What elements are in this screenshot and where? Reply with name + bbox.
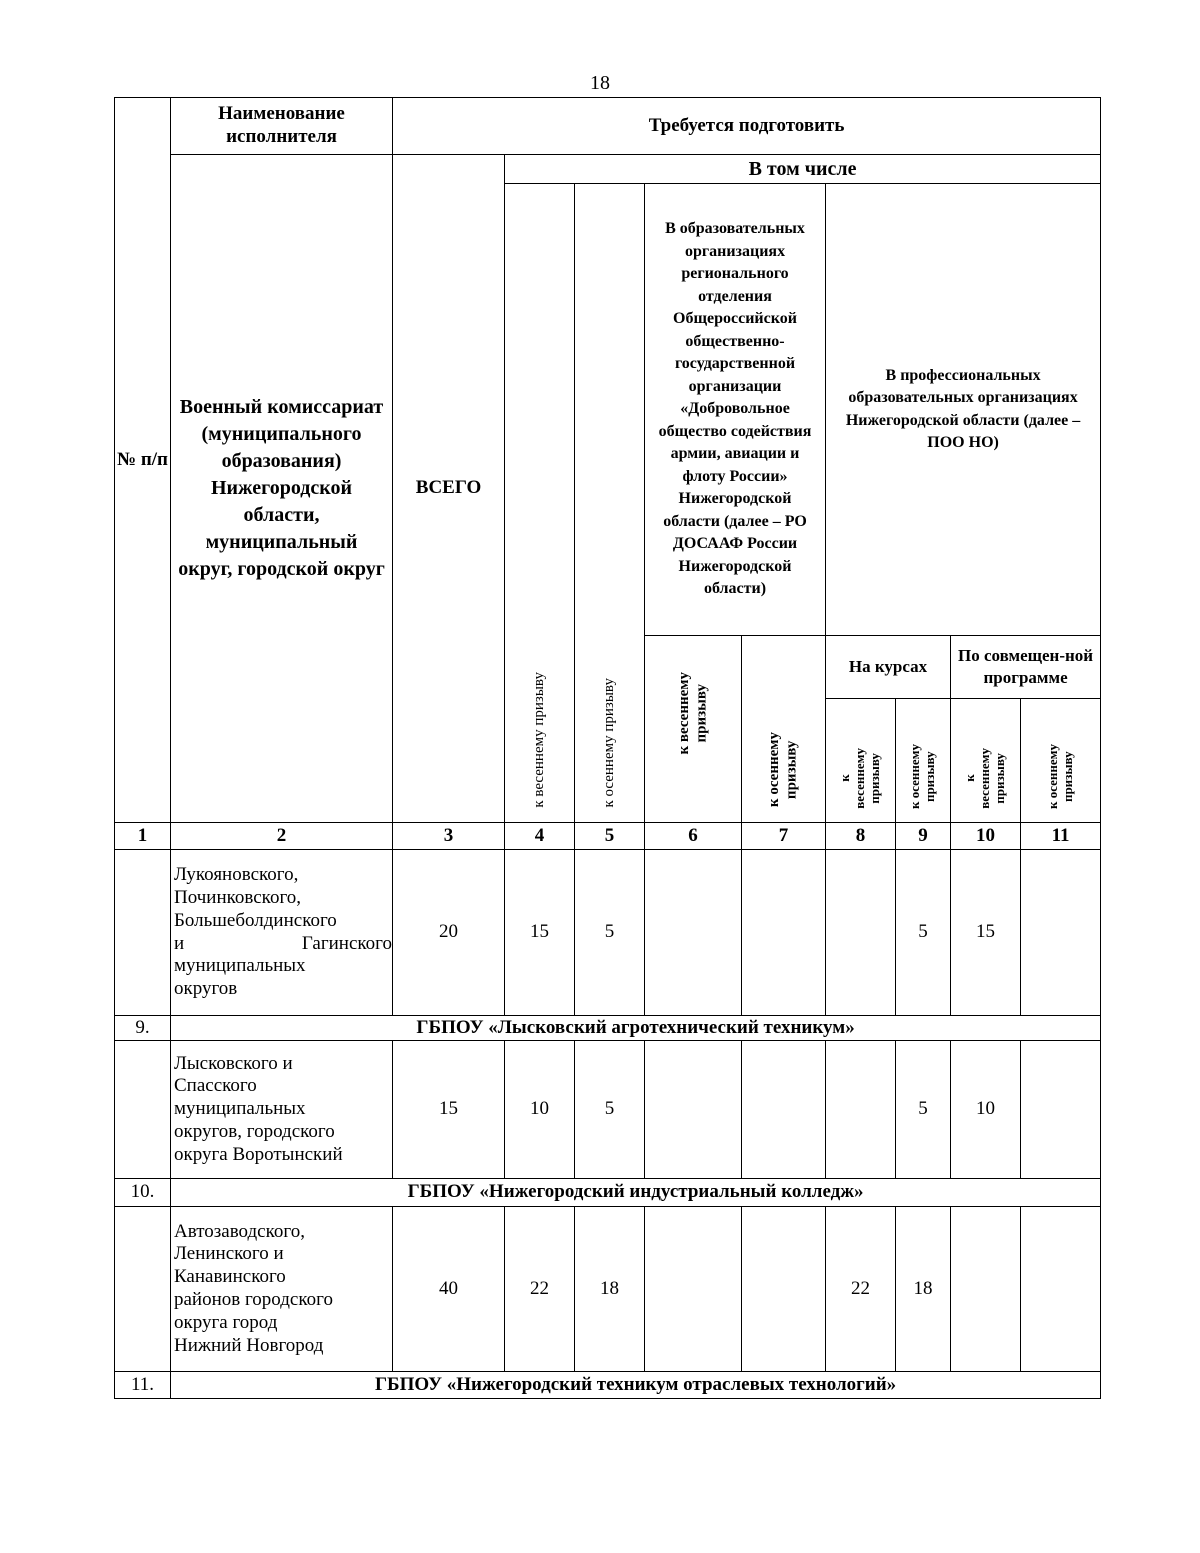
col-number: 2 — [171, 823, 393, 850]
row-number — [115, 1041, 171, 1179]
value-cell: 15 — [951, 850, 1021, 1016]
organization-title: ГБПОУ «Нижегородский техникум отраслевых технологий» — [171, 1372, 1101, 1399]
value-cell: 5 — [575, 850, 645, 1016]
header-combined-autumn: к осеннему призыву — [1021, 699, 1101, 823]
value-cell: 15 — [505, 850, 575, 1016]
col-number: 11 — [1021, 823, 1101, 850]
value-cell: 22 — [826, 1207, 896, 1372]
col-number: 1 — [115, 823, 171, 850]
row-number: 9. — [115, 1016, 171, 1041]
row-number: 10. — [115, 1179, 171, 1207]
value-cell: 40 — [393, 1207, 505, 1372]
value-cell: 10 — [505, 1041, 575, 1179]
value-cell — [1021, 1207, 1101, 1372]
value-cell — [645, 1041, 742, 1179]
header-total: ВСЕГО — [393, 155, 505, 823]
value-cell: 20 — [393, 850, 505, 1016]
table-row — [115, 1207, 1101, 1372]
organization-title: ГБПОУ «Нижегородский индустриальный колледж» — [171, 1179, 1101, 1207]
header-executor: Наименование исполнителя — [171, 98, 393, 155]
header-spring: к весеннему призыву — [505, 184, 575, 823]
value-cell — [826, 850, 896, 1016]
col-number: 6 — [645, 823, 742, 850]
header-military-commissariat: Военный комиссариат (муниципального образования) Нижегородской области, муниципальный округ, городской округ — [171, 155, 393, 823]
col-number: 7 — [742, 823, 826, 850]
header-combined-spring: к весеннему призыву — [951, 699, 1021, 823]
page-number: 18 — [590, 72, 610, 94]
col-number: 3 — [393, 823, 505, 850]
district-name: Автозаводского, Ленинского и Канавинского районов городского округа город Нижний Новгород — [171, 1207, 393, 1372]
value-cell — [826, 1041, 896, 1179]
value-cell — [1021, 1041, 1101, 1179]
header-courses-autumn: к осеннему призыву — [896, 699, 951, 823]
row-number — [115, 850, 171, 1016]
table-row — [115, 850, 1101, 1016]
header-dosaaf: В образовательных организациях регионального отделения Общероссийской общественно-государственной организации «Добровольное общество содействия армии, авиации и флоту России» Нижегородской области (далее – РО ДОСААФ России Нижегородской области) — [645, 184, 826, 636]
district-name: Лукояновского, Починковского, Большеболдинского и Гагинского муниципальных округов — [171, 850, 393, 1016]
value-cell — [645, 1207, 742, 1372]
value-cell: 5 — [575, 1041, 645, 1179]
column-numbers-row — [115, 823, 1101, 850]
table-row — [115, 1041, 1101, 1179]
header-including: В том числе — [505, 155, 1101, 184]
col-number: 4 — [505, 823, 575, 850]
row-number: 11. — [115, 1372, 171, 1399]
district-name: Лысковского и Спасского муниципальных округов, городского округа Воротынский — [171, 1041, 393, 1179]
value-cell: 5 — [896, 1041, 951, 1179]
organization-row — [115, 1372, 1101, 1399]
header-poo: В профессиональных образовательных организациях Нижегородской области (далее – ПОО НО) — [826, 184, 1101, 636]
value-cell: 18 — [896, 1207, 951, 1372]
value-cell — [742, 850, 826, 1016]
header-num: № п/п — [115, 98, 171, 823]
col-number: 10 — [951, 823, 1021, 850]
header-autumn: к осеннему призыву — [575, 184, 645, 823]
header-courses-spring: к весеннему призыву — [826, 699, 896, 823]
value-cell: 18 — [575, 1207, 645, 1372]
header-dosaaf-spring: к весеннему призыву — [645, 636, 742, 823]
col-number: 5 — [575, 823, 645, 850]
col-number: 8 — [826, 823, 896, 850]
training-plan-table — [114, 97, 1101, 1399]
value-cell: 10 — [951, 1041, 1021, 1179]
value-cell — [1021, 850, 1101, 1016]
value-cell: 15 — [393, 1041, 505, 1179]
value-cell — [742, 1041, 826, 1179]
value-cell: 22 — [505, 1207, 575, 1372]
header-dosaaf-autumn: к осеннему призыву — [742, 636, 826, 823]
header-courses: На курсах — [826, 636, 951, 699]
row-number — [115, 1207, 171, 1372]
organization-row — [115, 1016, 1101, 1041]
value-cell: 5 — [896, 850, 951, 1016]
organization-row — [115, 1179, 1101, 1207]
value-cell — [951, 1207, 1021, 1372]
header-required: Требуется подготовить — [393, 98, 1101, 155]
value-cell — [742, 1207, 826, 1372]
col-number: 9 — [896, 823, 951, 850]
header-combined: По совмещен-ной программе — [951, 636, 1101, 699]
organization-title: ГБПОУ «Лысковский агротехнический техникум» — [171, 1016, 1101, 1041]
value-cell — [645, 850, 742, 1016]
